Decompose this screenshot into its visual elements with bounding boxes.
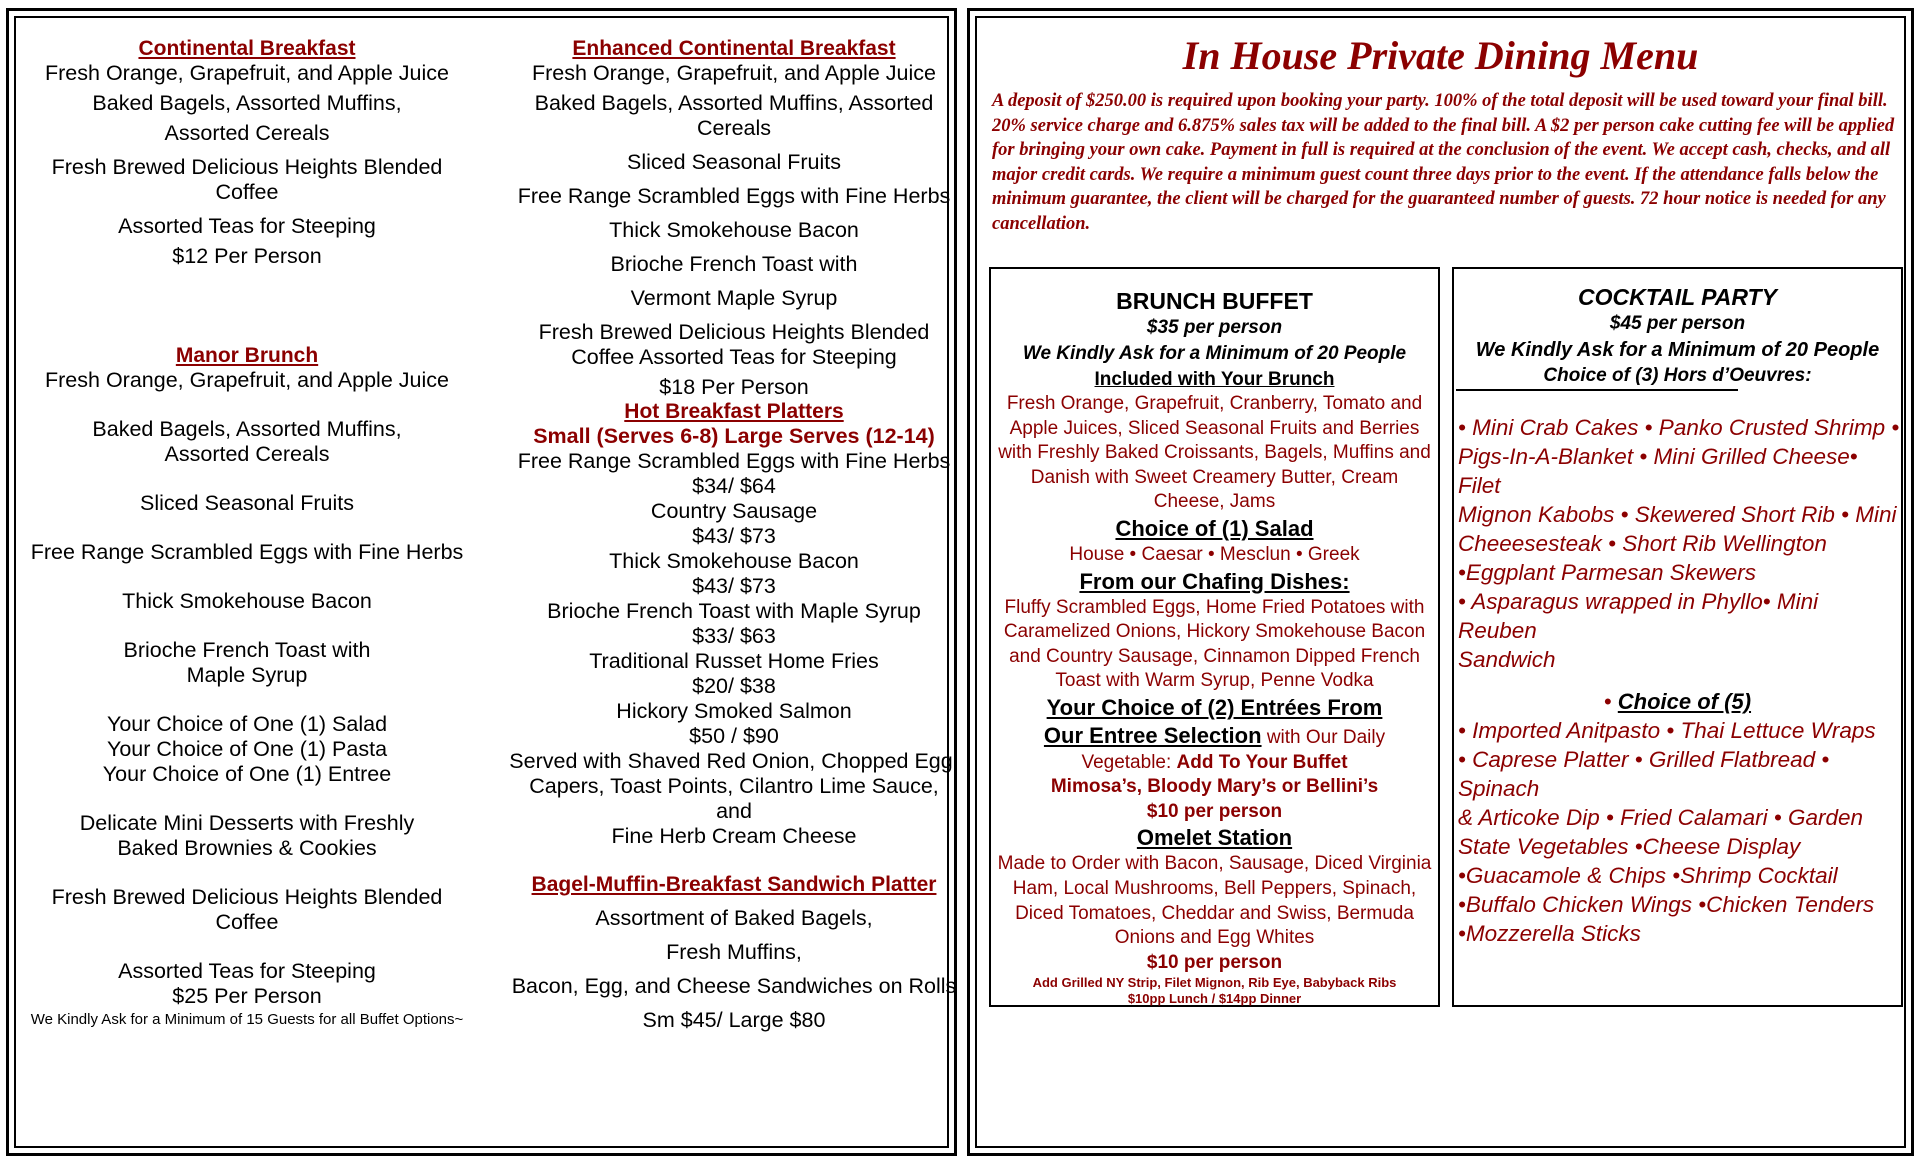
menu-item: Bacon, Egg, and Cheese Sandwiches on Rolls: [511, 974, 957, 998]
list-item: Mignon Kabobs • Skewered Short Rib • Mini: [1458, 502, 1897, 527]
drinks-price: $10 per person: [1146, 800, 1283, 822]
menu-item: Sliced Seasonal Fruits: [627, 150, 841, 174]
omelet-line: Diced Tomatoes, Cheddar and Swiss, Bermuda: [1015, 902, 1414, 924]
hot-breakfast-platters-title: Hot Breakfast Platters: [624, 400, 844, 423]
list-item: •Eggplant Parmesan Skewers: [1458, 560, 1757, 585]
cocktail-price: $45 per person: [1609, 313, 1746, 334]
platter-sizes: Small (Serves 6-8) Large Serves (12-14): [533, 424, 935, 448]
choice-five-list: [1454, 716, 1901, 948]
enhanced-continental-title: Enhanced Continental Breakfast: [572, 37, 896, 60]
menu-item: Delicate Mini Desserts with Freshly: [79, 811, 415, 835]
menu-item: Baked Brownies & Cookies: [117, 836, 377, 860]
brunch-buffet-box: [989, 267, 1440, 1007]
list-item: • Asparagus wrapped in Phyllo• Mini Reuben: [1458, 589, 1819, 643]
list-item: • Mini Crab Cakes • Panko Crusted Shrimp •: [1458, 415, 1900, 440]
menu-item: Baked Bagels, Assorted Muffins, Assorted: [534, 91, 934, 115]
platter-price: $20/ $38: [692, 674, 776, 698]
menu-item: Fresh Brewed Delicious Heights Blended: [538, 320, 930, 344]
price: Sm $45/ Large $80: [642, 1008, 826, 1032]
menu-item: Baked Bagels, Assorted Muffins,: [92, 417, 402, 441]
brunch-title: BRUNCH BUFFET: [1116, 288, 1313, 314]
grill-addon-note: Add Grilled NY Strip, Filet Mignon, Rib Eye, Babyback Ribs: [1032, 975, 1397, 991]
platter-price: $43/ $73: [692, 524, 776, 548]
list-item: •Buffalo Chicken Wings •Chicken Tenders: [1458, 892, 1875, 917]
platter-item: Hickory Smoked Salmon: [616, 699, 852, 723]
omelet-price: $10 per person: [1146, 951, 1283, 973]
chafing-line: and Country Sausage, Cinnamon Dipped French: [1009, 645, 1420, 667]
included-line: with Freshly Baked Croissants, Bagels, Muffins and: [998, 442, 1431, 464]
left-column: [27, 11, 467, 1031]
menu-item: Fresh Brewed Delicious Heights Blended: [51, 885, 443, 909]
menu-item: Fresh Orange, Grapefruit, and Apple Juice: [45, 61, 449, 85]
menu-item: Assorted Cereals: [164, 442, 330, 466]
platter-note: Served with Shaved Red Onion, Chopped Egg,: [509, 749, 959, 773]
deposit-policy: A deposit of $250.00 is required upon booking your party. 100% of the total deposit will be used toward your final bill. 20% service charge and 6.875% sales tax will be added to the final bill. A $2 per person cake cutting fee will be applied for bringing your own cake. Payment in full is required at the conclusion of the event. We accept cash, checks, and all major credit cards. We require a minimum guest count three days prior to the event. If the attendance falls below the minimum guarantee, the client will be charged for the guaranteed number of guests. 72 hour notice is needed for any cancellation.: [992, 91, 1895, 234]
menu-item: Your Choice of One (1) Salad: [106, 712, 388, 736]
menu-item: Fresh Muffins,: [666, 940, 802, 964]
platter-price: $34/ $64: [692, 474, 776, 498]
chafing-heading: From our Chafing Dishes:: [1079, 568, 1350, 594]
price: $25 Per Person: [172, 984, 322, 1008]
menu-item: Brioche French Toast with: [610, 252, 858, 276]
right-menu-panel: [967, 8, 1914, 1156]
title-block: [970, 33, 1911, 79]
choice-five-heading: Choice of (5): [1617, 689, 1752, 714]
list-item: Cheeesesteak • Short Rib Wellington: [1458, 531, 1827, 556]
menu-item: Your Choice of One (1) Pasta: [106, 737, 388, 761]
list-item: Pigs-In-A-Blanket • Mini Grilled Cheese• Filet: [1458, 444, 1858, 498]
list-item: •Mozzerella Sticks: [1458, 921, 1641, 946]
menu-item: Vermont Maple Syrup: [630, 286, 838, 310]
middle-column: [509, 11, 959, 1033]
cocktail-minimum: We Kindly Ask for a Minimum of 20 People: [1475, 339, 1880, 361]
list-item: • Caprese Platter • Grilled Flatbread • Spinach: [1458, 747, 1830, 801]
drinks-line: Mimosa’s, Bloody Mary’s or Bellini’s: [1050, 776, 1379, 798]
menu-item: Thick Smokehouse Bacon: [122, 589, 372, 613]
entree-daily-text: with Our Daily: [1261, 726, 1386, 748]
included-line: Apple Juices, Sliced Seasonal Fruits and Berries: [1009, 417, 1420, 439]
menu-item: Coffee: [215, 180, 279, 204]
menu-item: Sliced Seasonal Fruits: [140, 491, 354, 515]
platter-item: Country Sausage: [650, 499, 818, 523]
grill-addon-price: $10pp Lunch / $14pp Dinner: [1127, 991, 1302, 1007]
included-line: Danish with Sweet Creamery Butter, Cream: [1030, 466, 1399, 488]
platter-note: Fine Herb Cream Cheese: [611, 824, 857, 848]
left-menu-panel: [6, 8, 957, 1156]
platter-item: Free Range Scrambled Eggs with Fine Herbs: [517, 449, 951, 473]
menu-item: Assorted Cereals: [164, 121, 330, 145]
platter-price: $50 / $90: [689, 724, 779, 748]
add-to-buffet-label: Add To Your Buffet: [1176, 751, 1348, 773]
platter-item: Thick Smokehouse Bacon: [609, 549, 859, 573]
menu-item: Free Range Scrambled Eggs with Fine Herbs: [517, 184, 951, 208]
cocktail-title: COCKTAIL PARTY: [1578, 284, 1777, 310]
menu-item: Fresh Orange, Grapefruit, and Apple Juice: [532, 61, 936, 85]
list-item: State Vegetables •Cheese Display: [1458, 834, 1801, 859]
menu-item: Maple Syrup: [186, 663, 308, 687]
list-item: • Imported Anitpasto • Thai Lettuce Wraps: [1458, 718, 1876, 743]
chafing-line: Fluffy Scrambled Eggs, Home Fried Potatoes with: [1004, 596, 1425, 618]
menu-item: Brioche French Toast with: [123, 638, 371, 662]
entree-heading: Your Choice of (2) Entrées From: [1046, 694, 1383, 720]
menu-item: Cereals: [696, 116, 772, 140]
menu-item: Free Range Scrambled Eggs with Fine Herbs: [30, 540, 464, 564]
salad-heading: Choice of (1) Salad: [1115, 515, 1314, 541]
platter-item: Traditional Russet Home Fries: [589, 649, 879, 673]
platter-item: Brioche French Toast with Maple Syrup: [547, 599, 921, 623]
vegetable-label: Vegetable:: [1081, 751, 1177, 773]
brunch-minimum: We Kindly Ask for a Minimum of 20 People: [1022, 343, 1407, 364]
page-title: In House Private Dining Menu: [1182, 33, 1699, 78]
platter-note: Capers, Toast Points, Cilantro Lime Sauce, and: [529, 774, 939, 823]
chafing-line: Toast with Warm Syrup, Penne Vodka: [1055, 670, 1374, 692]
menu-item: Assortment of Baked Bagels,: [595, 906, 873, 930]
menu-item: Your Choice of One (1) Entree: [102, 762, 392, 786]
cocktail-party-box: [1452, 267, 1903, 1007]
omelet-line: Made to Order with Bacon, Sausage, Diced Virginia: [997, 853, 1432, 875]
menu-item: Fresh Orange, Grapefruit, and Apple Juice: [45, 368, 449, 392]
manor-brunch-title: Manor Brunch: [175, 344, 319, 367]
list-item: •Guacamole & Chips •Shrimp Cocktail: [1458, 863, 1838, 888]
choice-five-bullet: •: [1603, 689, 1618, 714]
included-line: Cheese, Jams: [1153, 491, 1276, 513]
list-item: Sandwich: [1458, 647, 1556, 672]
menu-item: Thick Smokehouse Bacon: [609, 218, 859, 242]
included-heading: Included with Your Brunch: [1094, 369, 1335, 390]
omelet-line: Onions and Egg Whites: [1114, 927, 1315, 949]
hors-choice-heading: Choice of (3) Hors d’Oeuvres:: [1543, 365, 1812, 386]
chafing-line: Caramelized Onions, Hickory Smokehouse Bacon: [1003, 621, 1426, 643]
menu-item: Assorted Teas for Steeping: [118, 959, 376, 983]
entree-selection-heading: Our Entree Selection: [1043, 722, 1262, 748]
minimum-guests-note: We Kindly Ask for a Minimum of 15 Guests for all Buffet Options~: [30, 1011, 464, 1028]
platter-price: $33/ $63: [692, 624, 776, 648]
platter-price: $43/ $73: [692, 574, 776, 598]
continental-breakfast-title: Continental Breakfast: [138, 37, 356, 60]
salad-options: House • Caesar • Mesclun • Greek: [1069, 543, 1360, 565]
omelet-heading: Omelet Station: [1136, 825, 1293, 851]
omelet-line: Ham, Local Mushrooms, Bell Peppers, Spinach,: [1012, 877, 1417, 899]
price: $18 Per Person: [659, 375, 809, 399]
price: $12 Per Person: [172, 244, 322, 268]
menu-item: Coffee Assorted Teas for Steeping: [571, 345, 897, 369]
menu-item: Fresh Brewed Delicious Heights Blended: [51, 155, 443, 179]
menu-item: Assorted Teas for Steeping: [118, 214, 376, 238]
menu-item: Coffee: [215, 910, 279, 934]
bagel-platter-title: Bagel-Muffin-Breakfast Sandwich Platter: [531, 873, 937, 896]
brunch-price: $35 per person: [1146, 317, 1283, 338]
menu-item: Baked Bagels, Assorted Muffins,: [92, 91, 402, 115]
hors-doeuvres-list: [1454, 413, 1901, 674]
list-item: & Articoke Dip • Fried Calamari • Garden: [1458, 805, 1864, 830]
included-line: Fresh Orange, Grapefruit, Cranberry, Tomato and: [1006, 393, 1423, 414]
